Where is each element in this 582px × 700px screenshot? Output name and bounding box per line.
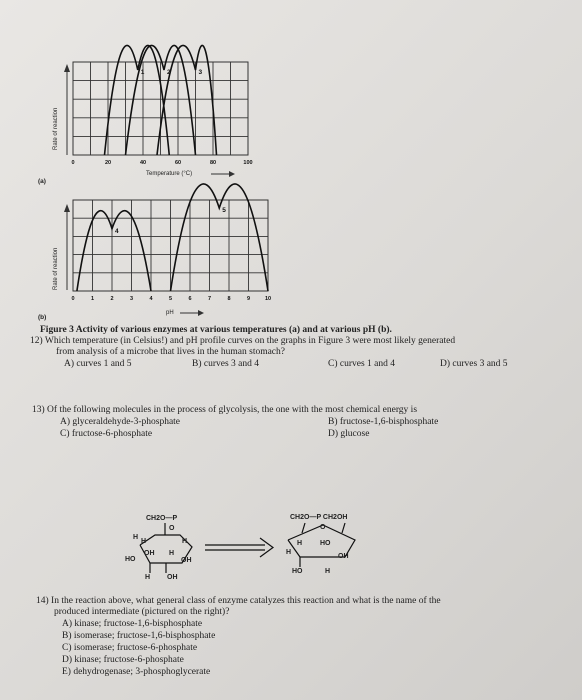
right-bottom-ho: HO (292, 568, 303, 575)
left-ring-o: O (169, 525, 175, 532)
q14-stem-line1: 14) In the reaction above, what general class of enzyme catalyzes this reaction and what is the name of the (36, 596, 441, 606)
right-arrow-icon (180, 309, 204, 317)
x-tick-label: 0 (71, 296, 75, 302)
x-tick-label: 0 (71, 160, 75, 166)
right-top-groups: CH2O—P CH2OH (290, 514, 348, 521)
left-h2: H (141, 538, 147, 545)
x-tick-label: 1 (90, 296, 95, 302)
left-h1: H (133, 534, 139, 541)
panel-b-plot (64, 184, 271, 302)
x-tick-label: 6 (188, 296, 192, 302)
curve-4 (77, 211, 151, 291)
curve-label-1: 1 (140, 69, 145, 76)
q13-option-c: C) fructose-6-phosphate (60, 429, 153, 439)
q13-stem: 13) Of the following molecules in the process of glycolysis, the one with the most chemical energy is (32, 405, 418, 415)
q14-option-e: E) dehydrogenase; 3-phosphoglycerate (62, 667, 211, 677)
right-h: H (297, 540, 303, 547)
left-oh2: OH (181, 557, 192, 564)
left-ho: HO (125, 556, 136, 563)
q12-stem-line2: from analysis of a microbe that lives in the human stomach? (56, 347, 285, 357)
right-ring-o: O (320, 524, 326, 531)
figure-3 (0, 0, 582, 330)
q12-option-a: A) curves 1 and 5 (64, 359, 132, 369)
right-bottom-h: H (325, 568, 331, 575)
x-tick-label: 100 (243, 160, 253, 166)
q13-option-b: B) fructose-1,6-bisphosphate (328, 417, 439, 427)
panel-b-ylabel: Rate of reaction (53, 247, 59, 290)
x-tick-label: 60 (174, 160, 182, 166)
x-tick-label: 80 (209, 160, 217, 166)
glucose-6-phosphate-structure (140, 523, 192, 573)
x-tick-label: 40 (139, 160, 147, 166)
right-ho: HO (320, 540, 331, 547)
x-tick-label: 4 (149, 296, 153, 302)
curve-label-3: 3 (198, 69, 203, 76)
panel-a-xlabel: Temperature (°C) (146, 171, 193, 177)
x-tick-label: 20 (104, 160, 112, 166)
panel-a-label: (a) (38, 178, 46, 185)
right-arrow-icon (211, 170, 235, 178)
q14-option-d: D) kinase; fructose-6-phosphate (62, 655, 184, 665)
curve-label-4: 4 (115, 227, 119, 235)
left-h3: H (182, 538, 188, 545)
q12-option-c: C) curves 1 and 4 (328, 359, 396, 369)
q12-option-d: D) curves 3 and 5 (440, 359, 508, 369)
figure-caption: Figure 3 Activity of various enzymes at various temperatures (a) and at various pH (b). (40, 325, 392, 335)
q14-option-c: C) isomerase; fructose-6-phosphate (62, 643, 198, 653)
panel-b-xlabel: pH (166, 310, 174, 316)
x-tick-label: 2 (110, 296, 114, 302)
x-tick-label: 10 (264, 296, 272, 302)
left-bottom-h: H (145, 574, 151, 581)
x-tick-label: 3 (129, 296, 134, 302)
x-tick-label: 5 (168, 296, 173, 302)
reaction-arrow-icon (205, 538, 273, 557)
x-tick-label: 8 (227, 296, 231, 302)
left-ch2o-p: CH2O—P (146, 515, 178, 522)
x-tick-label: 9 (246, 296, 251, 302)
panel-b-label: (b) (38, 314, 47, 321)
left-oh1: OH (144, 550, 155, 557)
right-oh: OH (338, 553, 349, 560)
right-h2: H (286, 549, 292, 556)
q13-option-a: A) glyceraldehyde-3-phosphate (60, 417, 181, 427)
q14-option-a: A) kinase; fructose-1,6-bisphosphate (62, 619, 203, 629)
q14-option-b: B) isomerase; fructose-1,6-bisphosphate (62, 631, 216, 641)
left-bottom-oh: OH (167, 574, 178, 581)
q13-option-d: D) glucose (328, 429, 370, 439)
x-tick-label: 7 (207, 296, 212, 302)
curve-label-2: 2 (167, 69, 171, 76)
curve-label-5: 5 (222, 207, 226, 214)
panel-a-plot (64, 45, 253, 166)
panel-a-ylabel: Rate of reaction (53, 107, 59, 150)
q12-stem-line1: 12) Which temperature (in Celsius!) and pH profile curves on the graphs in Figure 3 were most likely generated (30, 336, 456, 346)
q12-option-b: B) curves 3 and 4 (192, 359, 260, 369)
left-h4: H (169, 550, 175, 557)
q14-stem-line2: produced intermediate (pictured on the right)? (54, 607, 230, 617)
